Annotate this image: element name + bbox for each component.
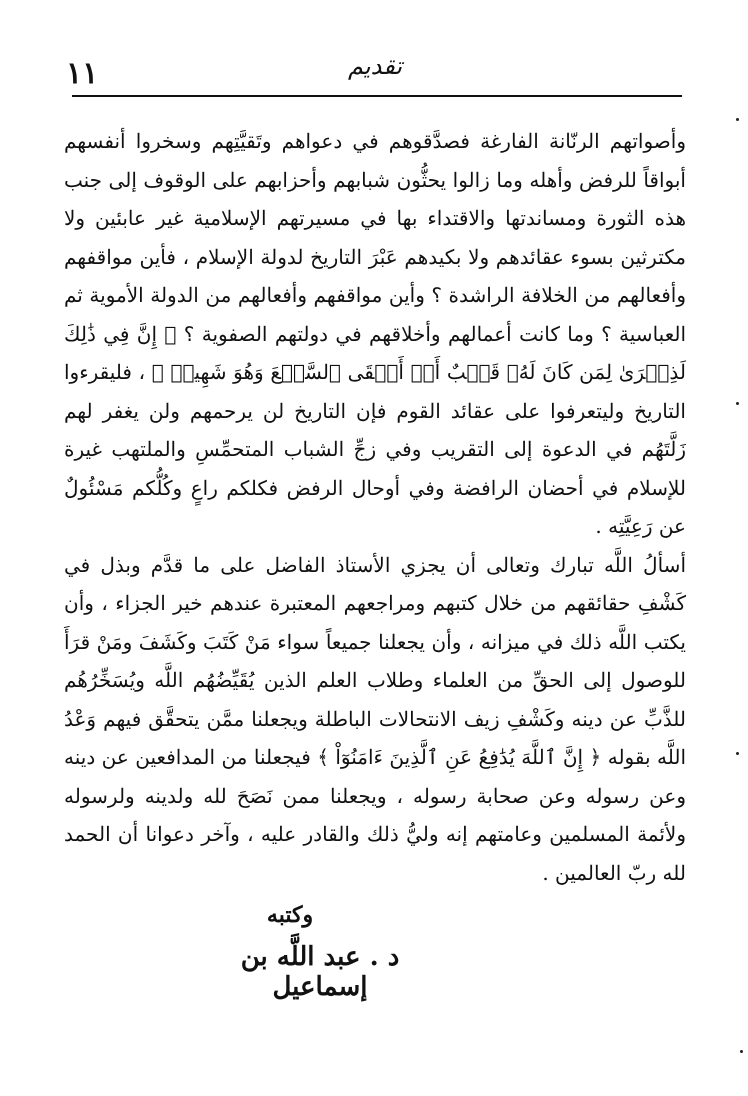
signature-name: د . عبد اللَّه بن إسماعيل <box>240 942 400 1002</box>
scan-speck <box>736 752 739 755</box>
body-text <box>64 122 686 892</box>
header-divider <box>72 95 682 97</box>
scan-speck <box>736 402 739 405</box>
page-number: ١١ <box>66 56 99 91</box>
scan-speck <box>740 1050 743 1053</box>
signature-label: وكتبه <box>266 902 314 928</box>
running-header-title: تقديم <box>347 52 403 80</box>
paragraph: أسألُ اللَّه تبارك وتعالى أن يجزي الأستاذ الفاضل على ما قدَّم وبذل في كَشْفِ حقائقهم من خلال كتبهم ومراجعهم المعتبرة عندهم خير الجزاء ، وأن يكتب اللَّه ذلك في ميزانه ، وأن يجعلنا جميعاً سواء مَنْ كَتَبَ وكَشَفَ ومَنْ قرَأَ للوصول إلى الحقِّ من العلماء وطلاب العلم الذين يُقَيِّضُهُم اللَّه ويُسَخِّرُهُم للذَّبِّ عن دينه وكَشْفِ زيف الانتحالات الباطلة ويجعلنا ممَّن يتحقَّق فيهم وَعْدُ اللَّه بقوله ﴿ إِنَّ ٱللَّهَ يُدَٰفِعُ عَنِ ٱلَّذِينَ ءَامَنُوٓاْ ﴾ فيجعلنا من المدافعين عن دينه وعن رسوله وعن صحابة رسوله ، ويجعلنا ممن نَصَحَ لله ولدينه ولرسوله ولأئمة المسلمين وعامتهم إنه وليُّ ذلك والقادر عليه ، وآخر دعوانا أن الحمد لله ربّ العالمين . <box>64 552 686 885</box>
scan-speck <box>736 118 739 121</box>
paragraph: وأصواتهم الرنّانة الفارغة فصدَّقوهم في دعواهم وتَقيَّتِهم وسخروا أنفسهم أبواقاً للرفض وأهله وما زالوا يحثُّون شبابهم وأحزابهم على الوقوف إلى جنب هذه الثورة ومساندتها والاقتداء بها في مسيرتهم الإسلامية غير عابئين ولا مكترثين بسوء عقائدهم ولا بكيدهم عَبْرَ التاريخ لدولة الإسلام ، فأين مواقفهم وأفعالهم من الخلافة الراشدة ؟ وأين مواقفهم وأفعالهم من الدولة الأموية ثم العباسية ؟ وما كانت أعمالهم وأخلاقهم في دولتهم الصفوية ؟ ﴿ إِنَّ فِي ذَٰلِكَ لَذِكۡرَىٰ لِمَن كَانَ لَهُۥ قَلۡبٌ أَوۡ أَلۡقَى ٱلسَّمۡعَ وَهُوَ شَهِيدٞ ﴾ ، فليقرءوا التاريخ وليتعرفوا على عقائد القوم فإن التاريخ لن يرحمهم ولن يغفر لهم زَلَّتَهُم في الدعوة إلى التقريب وفي زجِّ الشباب المتحمِّسِ والملتهب غيرة للإسلام في أحضان الرافضة وفي أوحال الرفض فكلكم راعٍ وكُلُّكم مَسْئُولٌ عن رَعِيَّتِه . <box>64 129 687 538</box>
